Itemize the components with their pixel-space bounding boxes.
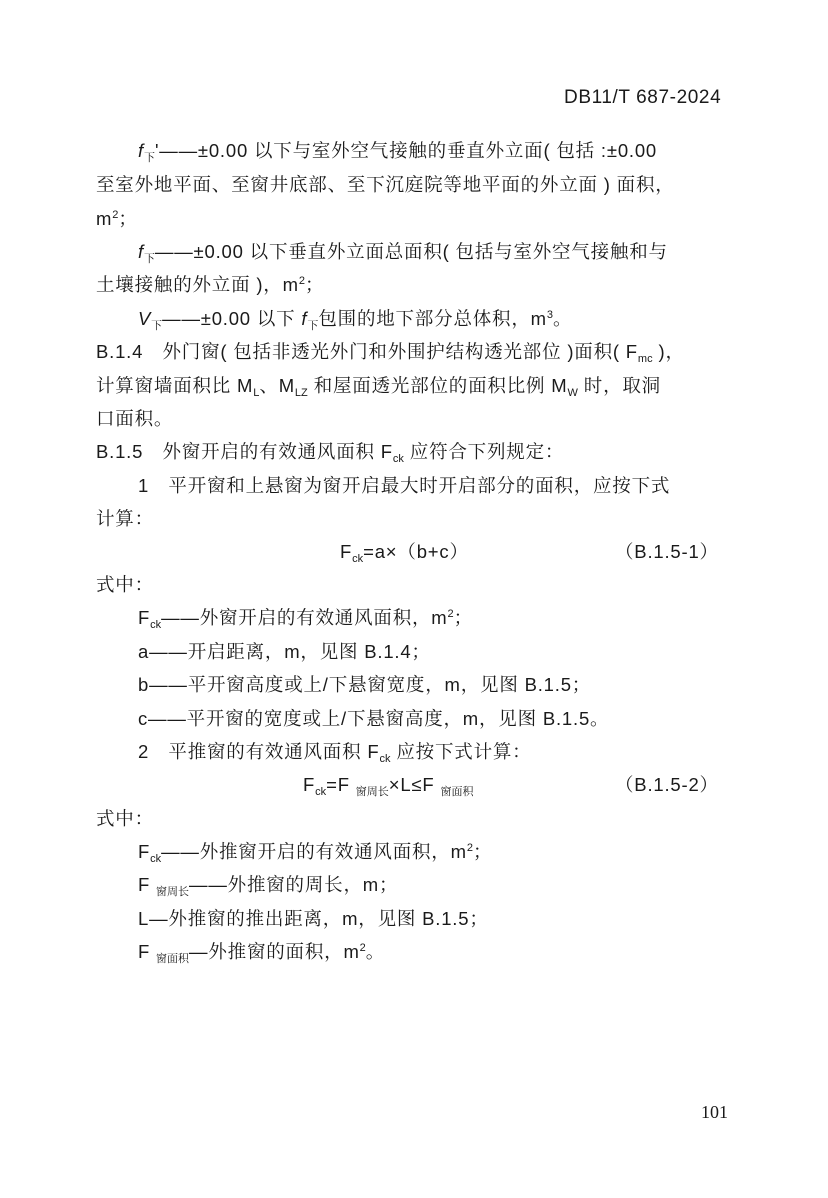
text-line: 1 平开窗和上悬窗为窗开启最大时开启部分的面积，应按下式	[138, 475, 671, 496]
text-line: 2 平推窗的有效通风面积 $F_{ck}$ 应按下式计算：	[138, 741, 532, 765]
text-line: $F_{ck}——$外推窗开启的有效通风面积，$m^2$；	[138, 841, 493, 865]
clause-b14: B.1.4 外门窗( 包括非透光外门和外围护结构透光部位 )面积( $F_{mc}$ )，	[96, 341, 685, 365]
standard-number: DB11/T 687-2024	[564, 87, 722, 108]
text-line: $V_下——\pm 0.00$ 以下 $f_下$包围的地下部分总体积，$m^3$。	[138, 308, 573, 332]
text-line: 式中：	[96, 808, 154, 829]
equation-b152: $F_{ck}=F$ $_{窗周长}$×L≤F $_{窗面积}$	[303, 774, 474, 798]
text-line: 土壤接触的外立面 )，$m^2$；	[96, 274, 325, 295]
text-line: F $_{窗周长}$——外推窗的周长，m；	[138, 874, 399, 898]
text-line: L—外推窗的推出距离，m，见图 B.1.5；	[138, 908, 489, 929]
equation-b151: $F_{ck}=a\times(b+c)$	[340, 541, 469, 565]
equation-tag: （B.1.5-1）	[615, 541, 719, 562]
text-line: a——开启距离，m，见图 B.1.4；	[138, 641, 431, 662]
clause-b15: B.1.5 外窗开启的有效通风面积 $F_{ck}$ 应符合下列规定：	[96, 441, 565, 465]
text-line: $f_下'——\pm 0.00$ 以下与室外空气接触的垂直外立面( 包括 :±0.00	[138, 140, 658, 164]
page-number: 101	[701, 1102, 728, 1122]
text-line: $m^2$；	[96, 208, 138, 229]
text-line: $f_下——\pm 0.00$ 以下垂直外立面总面积( 包括与室外空气接触和与	[138, 241, 668, 265]
text-line: F $_{窗面积}$—外推窗的面积，$m^2$。	[138, 941, 386, 965]
text-line: $F_{ck}——$外窗开启的有效通风面积，$m^2$；	[138, 607, 473, 631]
text-line: 口面积。	[96, 408, 174, 429]
text-line: 计算窗墙面积比 $M_L$、$M_{LZ}$ 和屋面透光部位的面积比例 $M_W$ 时，取洞	[96, 375, 661, 399]
text-line: 至室外地平面、至窗井底部、至下沉庭院等地平面的外立面 ) 面积，	[96, 174, 675, 195]
text-line: 式中：	[96, 574, 154, 595]
text-line: b——平开窗高度或上/下悬窗宽度，m，见图 B.1.5；	[138, 674, 592, 695]
equation-tag: （B.1.5-2）	[615, 774, 719, 795]
text-line: 计算：	[96, 508, 154, 529]
text-line: c——平开窗的宽度或上/下悬窗高度，m，见图 B.1.5。	[138, 708, 610, 729]
